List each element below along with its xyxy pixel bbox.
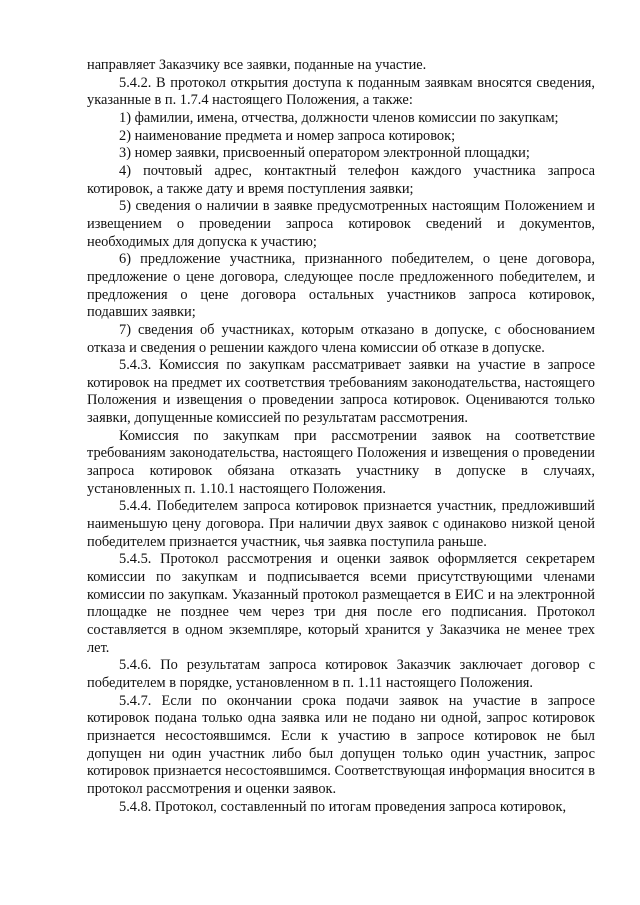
paragraph-5-4-6: 5.4.6. По результатам запроса котировок Заказчик заключает договор с победителем в порядке, установленном в п. 1.11 настоящего Положения. — [87, 657, 595, 691]
paragraph-5-4-2: 5.4.2. В протокол открытия доступа к поданным заявкам вносятся сведения, указанные в п. 1.7.4 настоящего Положения, а также: — [87, 74, 595, 109]
list-item-6: 6) предложение участника, признанного победителем, о цене договора, предложение о цене договора, следующее после предложенного победителем, и предложения о цене договора остальных участников запроса котировок, подавших заявки; — [87, 251, 595, 321]
paragraph-5-4-7: 5.4.7. Если по окончании срока подачи заявок на участие в запросе котировок подана только одна заявка или не подано ни одной, запрос котировок признается несостоявшимся. Если к участию в запросе котировок не был допущен ни один участник либо был допущен только один участник, запрос котировок признается несостоявшимся. Соответствующая информация вносится в протокол рассмотрения и оценки заявок. — [87, 692, 595, 797]
list-item-5: 5) сведения о наличии в заявке предусмотренных настоящим Положением и извещением о проведении запроса котировок сведений и документов, необходимых для допуска к участию; — [87, 198, 595, 250]
paragraph-5-4-3-continued: Комиссия по закупкам при рассмотрении заявок на соответствие требованиям законодательства, настоящего Положения и извещения о проведении запроса котировок обязана отказать участнику в допуске в случаях, установленных п. 1.10.1 настоящего Положения. — [87, 427, 595, 497]
document-body — [87, 57, 595, 816]
list-item-3: 3) номер заявки, присвоенный оператором электронной площадки; — [119, 145, 530, 162]
paragraph-continuation: направляет Заказчику все заявки, поданные на участие. — [87, 57, 427, 73]
list-item-4: 4) почтовый адрес, контактный телефон каждого участника запроса котировок, а также дату и время поступления заявки; — [87, 162, 595, 197]
paragraph-5-4-4: 5.4.4. Победителем запроса котировок признается участник, предложивший наименьшую цену договора. При наличии двух заявок с одинаково низкой ценой победителем признается участник, чья заявка поступила раньше. — [87, 498, 595, 550]
paragraph-5-4-5: 5.4.5. Протокол рассмотрения и оценки заявок оформляется секретарем комиссии по закупкам и подписывается всеми присутствующими членами комиссии по закупкам. Указанный протокол размещается в ЕИС и на электронной площадке не позднее чем через три дня после его подписания. Протокол составляется в одном экземпляре, который хранится у Заказчика не менее трех лет. — [87, 551, 595, 656]
list-item-1: 1) фамилии, имена, отчества, должности членов комиссии по закупкам; — [119, 109, 559, 126]
paragraph-5-4-3: 5.4.3. Комиссия по закупкам рассматривает заявки на участие в запросе котировок на предмет их соответствия требованиям законодательства, настоящего Положения и извещения о проведении запроса котировок. Оцениваются только заявки, допущенные комиссией по результатам рассмотрения. — [87, 357, 595, 427]
list-item-7: 7) сведения об участниках, которым отказано в допуске, с обоснованием отказа и сведения о решении каждого члена комиссии об отказе в допуске. — [87, 321, 595, 356]
paragraph-5-4-8: 5.4.8. Протокол, составленный по итогам проведения запроса котировок, — [119, 798, 567, 815]
list-item-2: 2) наименование предмета и номер запроса котировок; — [119, 127, 456, 144]
